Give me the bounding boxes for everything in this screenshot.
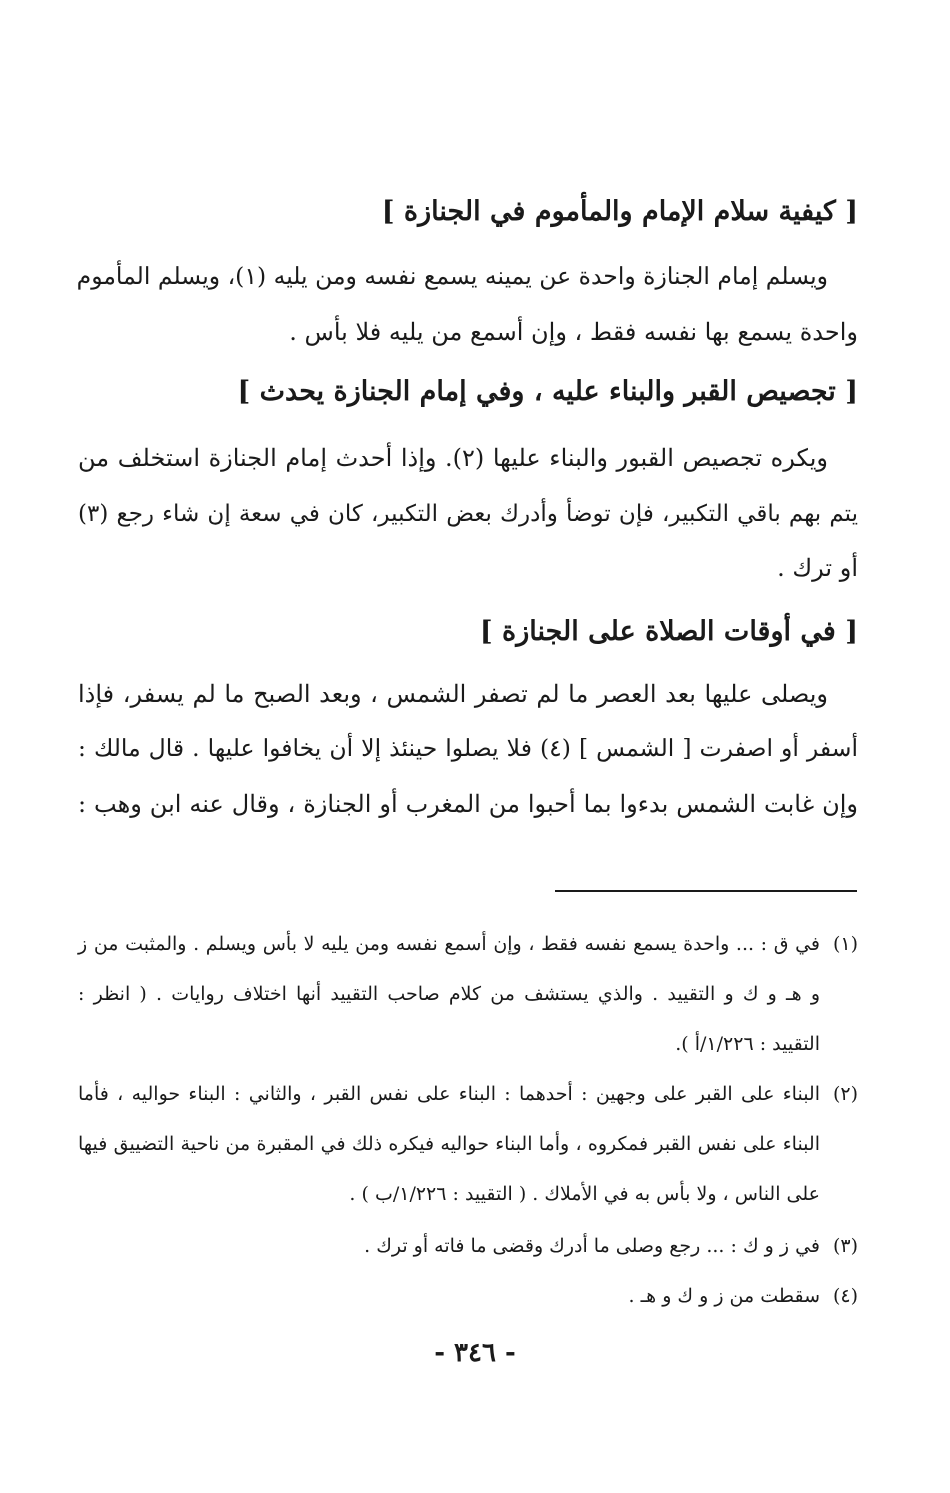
body-line: يتم بهم باقي التكبير، فإن توضأ وأدرك بعض التكبير، كان في سعة إن شاء رجع (٣) — [78, 501, 858, 527]
page-number: - ٣٤٦ - — [434, 1338, 516, 1368]
section-heading-2: [ تجصيص القبر والبناء عليه ، وفي إمام الجنازة يحدث ] — [237, 376, 858, 407]
footnote-line: سقطت من ز و ك و هـ . — [628, 1285, 820, 1307]
footnote-line: في ق : ... واحدة يسمع نفسه فقط ، وإن أسمع نفسه ومن يليه لا بأس ويسلم . والمثبت من ز — [78, 933, 820, 955]
body-line: ويسلم إمام الجنازة واحدة عن يمينه يسمع نفسه ومن يليه (١)، ويسلم المأموم — [76, 262, 828, 290]
footnote-line: البناء على نفس القبر فمكروه ، وأما البناء حواليه فيكره ذلك في المقبرة من ناحية التضييق فيها — [78, 1133, 820, 1155]
section-heading-1: [ كيفية سلام الإمام والمأموم في الجنازة ] — [381, 196, 858, 227]
body-line: ويكره تجصيص القبور والبناء عليها (٢). وإذا أحدث إمام الجنازة استخلف من — [78, 444, 828, 472]
footnote-number: (٢) — [832, 1083, 858, 1105]
footnote-number: (٤) — [832, 1285, 858, 1307]
body-line: ويصلى عليها بعد العصر ما لم تصفر الشمس ، وبعد الصبح ما لم يسفر، فإذا — [78, 680, 828, 708]
footnote-number: (٣) — [832, 1235, 858, 1257]
footnote-line: البناء على القبر على وجهين : أحدهما : البناء على نفس القبر ، والثاني : البناء حواليه ، فأما — [78, 1083, 820, 1105]
body-line: واحدة يسمع بها نفسه فقط ، وإن أسمع من يليه فلا بأس . — [289, 318, 858, 346]
footnote-line: على الناس ، ولا بأس به في الأملاك . ( التقييد : ١/٢٢٦/ب ) . — [349, 1183, 820, 1205]
footnote-line: التقييد : ١/٢٢٦/أ ). — [675, 1033, 820, 1055]
body-line: أسفر أو اصفرت [ الشمس ] (٤) فلا يصلوا حينئذ إلا أن يخافوا عليها . قال مالك : — [78, 734, 858, 762]
body-line: وإن غابت الشمس بدءوا بما أحبوا من المغرب أو الجنازة ، وقال عنه ابن وهب : — [78, 790, 858, 818]
section-heading-3: [ في أوقات الصلاة على الجنازة ] — [479, 616, 858, 647]
footnote-number: (١) — [832, 933, 858, 955]
footnote-separator — [555, 890, 857, 892]
footnote-line: و هـ و ك و التقييد . والذي يستشف من كلام صاحب التقييد أنها اختلاف روايات . ( انظر : — [78, 983, 820, 1005]
footnote-line: في ز و ك : ... رجع وصلى ما أدرك وقضى ما فاته أو ترك . — [364, 1235, 820, 1257]
body-line: أو ترك . — [777, 554, 858, 582]
